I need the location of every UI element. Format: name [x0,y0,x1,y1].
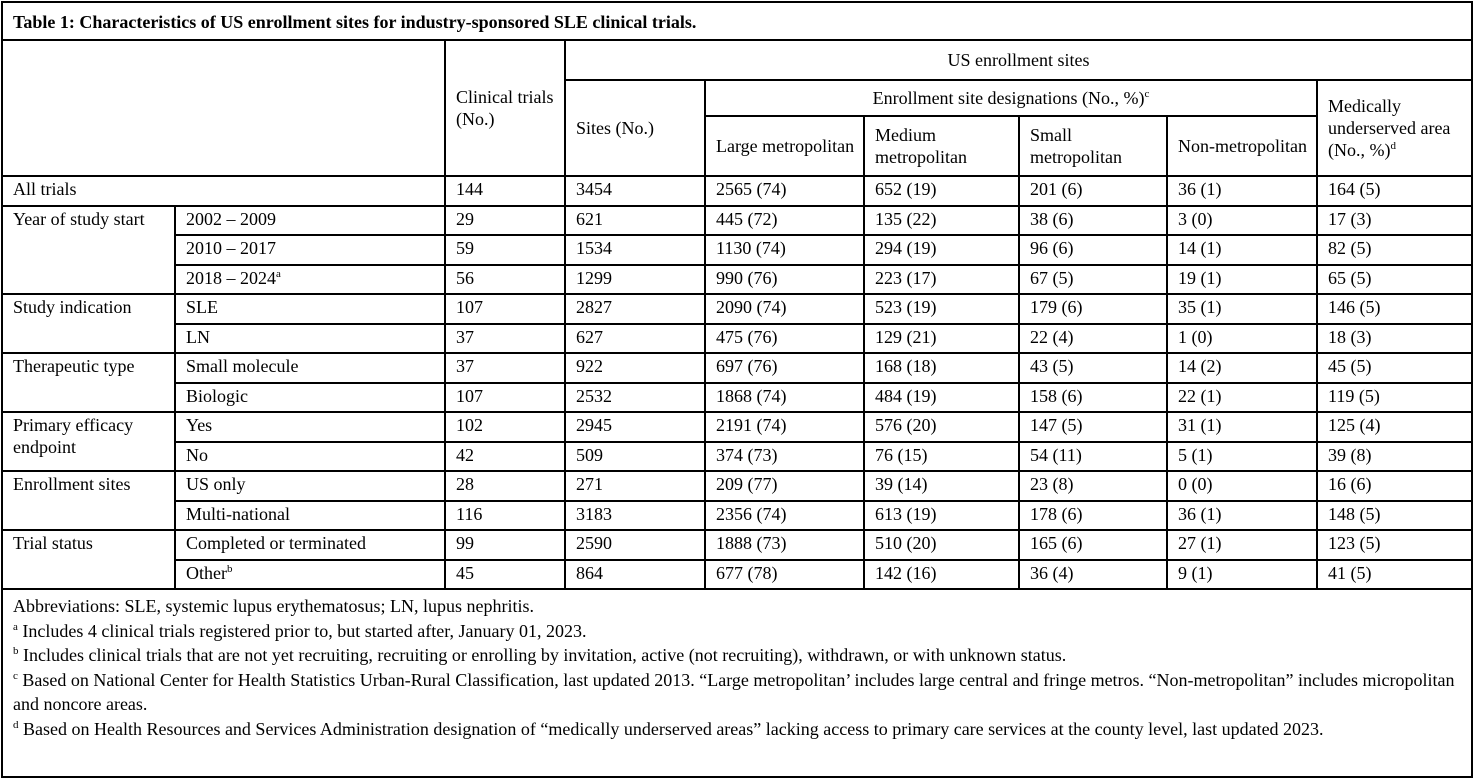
table-body [3,176,1471,589]
table-cell: 36 (4) [1019,560,1167,590]
table-row [3,412,1471,442]
table-cell: 1299 [565,265,705,295]
row-label-text: Biologic [186,385,248,406]
table-cell: 18 (3) [1317,324,1471,354]
table-row [3,324,1471,354]
header-medium-metro: Medium metropolitan [864,116,1019,176]
footnote [13,594,1461,619]
table-cell: 9 (1) [1167,560,1317,590]
table-cell: 2532 [565,383,705,413]
table-row [3,501,1471,531]
row-label-text: Other [186,562,227,583]
table-cell: 67 (5) [1019,265,1167,295]
header-nonmetro: Non-metropolitan [1167,116,1317,176]
table-row [3,442,1471,472]
footnote-text: Includes clinical trials that are not yet recruiting, recruiting or enrolling by invitation, active (not recruiting), withdrawn, or with unknown status. [18,645,1067,665]
table-cell: 613 (19) [864,501,1019,531]
row-label-text: Small molecule [186,356,299,376]
header-small-metro: Small metropolitan [1019,116,1167,176]
footnote [13,668,1461,717]
table-row [3,560,1471,590]
table-cell: 39 (14) [864,471,1019,501]
table-cell: 14 (1) [1167,235,1317,265]
row-label-text: SLE [186,297,219,317]
data-table [3,41,1471,590]
table-cell: 119 (5) [1317,383,1471,413]
table-cell: 107 [445,294,565,324]
footnote-marker: a [276,267,281,280]
row-label-text: 2002 – 2009 [186,208,276,229]
table-cell: 54 (11) [1019,442,1167,472]
header-mua [1317,80,1471,176]
table-container [1,1,1473,778]
table-cell: 223 (17) [864,265,1019,295]
table-cell: 39 (8) [1317,442,1471,472]
table-cell: 41 (5) [1317,560,1471,590]
header-clinical-trials: Clinical trials (No.) [445,41,565,176]
row-label [175,530,445,560]
row-label-text: Completed or terminated [186,533,366,553]
table-cell: 2565 (74) [705,176,864,206]
table-cell: 168 (18) [864,353,1019,383]
table-cell: 3454 [565,176,705,206]
table-cell: 43 (5) [1019,353,1167,383]
footnotes [3,590,1471,741]
table-cell: 116 [445,501,565,531]
table-cell: 102 [445,412,565,442]
header-large-metro: Large metropolitan [705,116,864,176]
row-label-text: All trials [13,179,77,199]
table-cell: 164 (5) [1317,176,1471,206]
table-cell: 0 (0) [1167,471,1317,501]
table-row [3,265,1471,295]
table-cell: 922 [565,353,705,383]
table-row [3,471,1471,501]
table-cell: 990 (76) [705,265,864,295]
table-cell: 864 [565,560,705,590]
table-cell: 484 (19) [864,383,1019,413]
row-label [175,560,445,590]
header-designations [705,80,1317,116]
group-label: Therapeutic type [3,353,175,412]
footnote [13,643,1461,668]
table-cell: 2590 [565,530,705,560]
table-cell: 1888 (73) [705,530,864,560]
table-cell: 14 (2) [1167,353,1317,383]
row-label-text: LN [186,326,210,347]
row-label-text: Yes [186,415,213,435]
table-cell: 621 [565,206,705,236]
row-label-text: 2010 – 2017 [186,238,276,258]
header-blank [3,41,445,176]
footnote-marker: b [226,562,233,575]
table-cell: 19 (1) [1167,265,1317,295]
table-cell: 475 (76) [705,324,864,354]
row-label [175,265,445,295]
row-label [175,206,445,236]
table-row [3,530,1471,560]
table-cell: 2356 (74) [705,501,864,531]
footnote-marker: c [1144,88,1150,100]
table-cell: 2191 (74) [705,412,864,442]
header-us-enrollment-sites: US enrollment sites [565,41,1471,80]
table-cell: 17 (3) [1317,206,1471,236]
footnote-text: Based on Health Resources and Services Administration designation of “medically underserved areas” lacking access to primary care services at the county level, last updated 2023. [18,718,1324,739]
group-label: Study indication [3,294,175,353]
row-label [175,324,445,354]
table-cell: 42 [445,442,565,472]
table-cell: 178 (6) [1019,501,1167,531]
row-label-text: Multi-national [186,503,290,524]
table-cell: 179 (6) [1019,294,1167,324]
table-cell: 2827 [565,294,705,324]
table-cell: 45 (5) [1317,353,1471,383]
table-cell: 445 (72) [705,206,864,236]
header-mua-text: Medically underserved area (No., %) [1328,96,1451,160]
table-cell: 123 (5) [1317,530,1471,560]
table-cell: 1 (0) [1167,324,1317,354]
footnote-text: Based on National Center for Health Statistics Urban-Rural Classification, last updated 2013. “Large metropolitan’ includes large central and fringe metros. “Non-metropolitan” includes micropolitan and noncore areas. [13,669,1455,714]
table-cell: 294 (19) [864,235,1019,265]
table-cell: 158 (6) [1019,383,1167,413]
row-label [175,383,445,413]
table-cell: 1130 (74) [705,235,864,265]
table-row [3,383,1471,413]
table-row [3,353,1471,383]
table-cell: 45 [445,560,565,590]
table-cell: 1534 [565,235,705,265]
table-row [3,294,1471,324]
row-label [175,294,445,324]
table-cell: 59 [445,235,565,265]
table-cell: 3183 [565,501,705,531]
table-cell: 82 (5) [1317,235,1471,265]
group-label: Primary efficacy endpoint [3,412,175,471]
table-cell: 22 (1) [1167,383,1317,413]
table-cell: 129 (21) [864,324,1019,354]
group-label: Enrollment sites [3,471,175,530]
header-sites-no: Sites (No.) [565,80,705,176]
table-cell: 135 (22) [864,206,1019,236]
footnote [13,619,1461,644]
table-cell: 677 (78) [705,560,864,590]
table-cell: 523 (19) [864,294,1019,324]
row-label-text: No [186,444,208,465]
table-cell: 99 [445,530,565,560]
table-row [3,176,1471,206]
table-cell: 29 [445,206,565,236]
header-designations-text: Enrollment site designations (No., %) [872,88,1145,108]
table-cell: 148 (5) [1317,501,1471,531]
table-cell: 56 [445,265,565,295]
table-cell: 2945 [565,412,705,442]
table-row [3,235,1471,265]
footnote-marker: d [1390,140,1396,152]
table-cell: 37 [445,353,565,383]
table-cell: 3 (0) [1167,206,1317,236]
table-cell: 374 (73) [705,442,864,472]
row-label [175,501,445,531]
footnote-text: Includes 4 clinical trials registered prior to, but started after, January 01, 2023. [17,620,587,641]
table-cell: 27 (1) [1167,530,1317,560]
footnote-marker: a [13,620,18,633]
table-cell: 38 (6) [1019,206,1167,236]
row-label [175,235,445,265]
table-cell: 36 (1) [1167,501,1317,531]
row-label-text: 2018 – 2024 [186,267,276,288]
table-cell: 165 (6) [1019,530,1167,560]
table-cell: 147 (5) [1019,412,1167,442]
table-cell: 76 (15) [864,442,1019,472]
row-label-text: US only [186,474,246,494]
row-label [175,412,445,442]
row-label [175,442,445,472]
table-cell: 1868 (74) [705,383,864,413]
table-cell: 146 (5) [1317,294,1471,324]
table-cell: 509 [565,442,705,472]
table-cell: 142 (16) [864,560,1019,590]
table-row [3,206,1471,236]
table-cell: 652 (19) [864,176,1019,206]
group-label: Year of study start [3,206,175,295]
table-cell: 37 [445,324,565,354]
table-cell: 28 [445,471,565,501]
table-cell: 35 (1) [1167,294,1317,324]
table-title: Table 1: Characteristics of US enrollment sites for industry-sponsored SLE clinical trials. [3,3,1471,41]
row-label [175,353,445,383]
table-cell: 125 (4) [1317,412,1471,442]
table-cell: 22 (4) [1019,324,1167,354]
footnote-text: Abbreviations: SLE, systemic lupus erythematosus; LN, lupus nephritis. [13,596,534,616]
table-cell: 65 (5) [1317,265,1471,295]
table-cell: 144 [445,176,565,206]
footnote [13,717,1461,742]
table-cell: 16 (6) [1317,471,1471,501]
table-cell: 96 (6) [1019,235,1167,265]
table-cell: 271 [565,471,705,501]
footnote-marker: d [13,718,19,731]
table-cell: 36 (1) [1167,176,1317,206]
table-cell: 209 (77) [705,471,864,501]
table-cell: 510 (20) [864,530,1019,560]
group-label: Trial status [3,530,175,589]
table-cell: 107 [445,383,565,413]
table-cell: 697 (76) [705,353,864,383]
table-cell: 23 (8) [1019,471,1167,501]
table-cell: 201 (6) [1019,176,1167,206]
table-cell: 5 (1) [1167,442,1317,472]
table-cell: 31 (1) [1167,412,1317,442]
row-label [3,176,445,206]
table-cell: 2090 (74) [705,294,864,324]
footnote-marker: c [13,669,18,682]
table-cell: 576 (20) [864,412,1019,442]
footnote-marker: b [13,645,19,657]
table-cell: 627 [565,324,705,354]
row-label [175,471,445,501]
